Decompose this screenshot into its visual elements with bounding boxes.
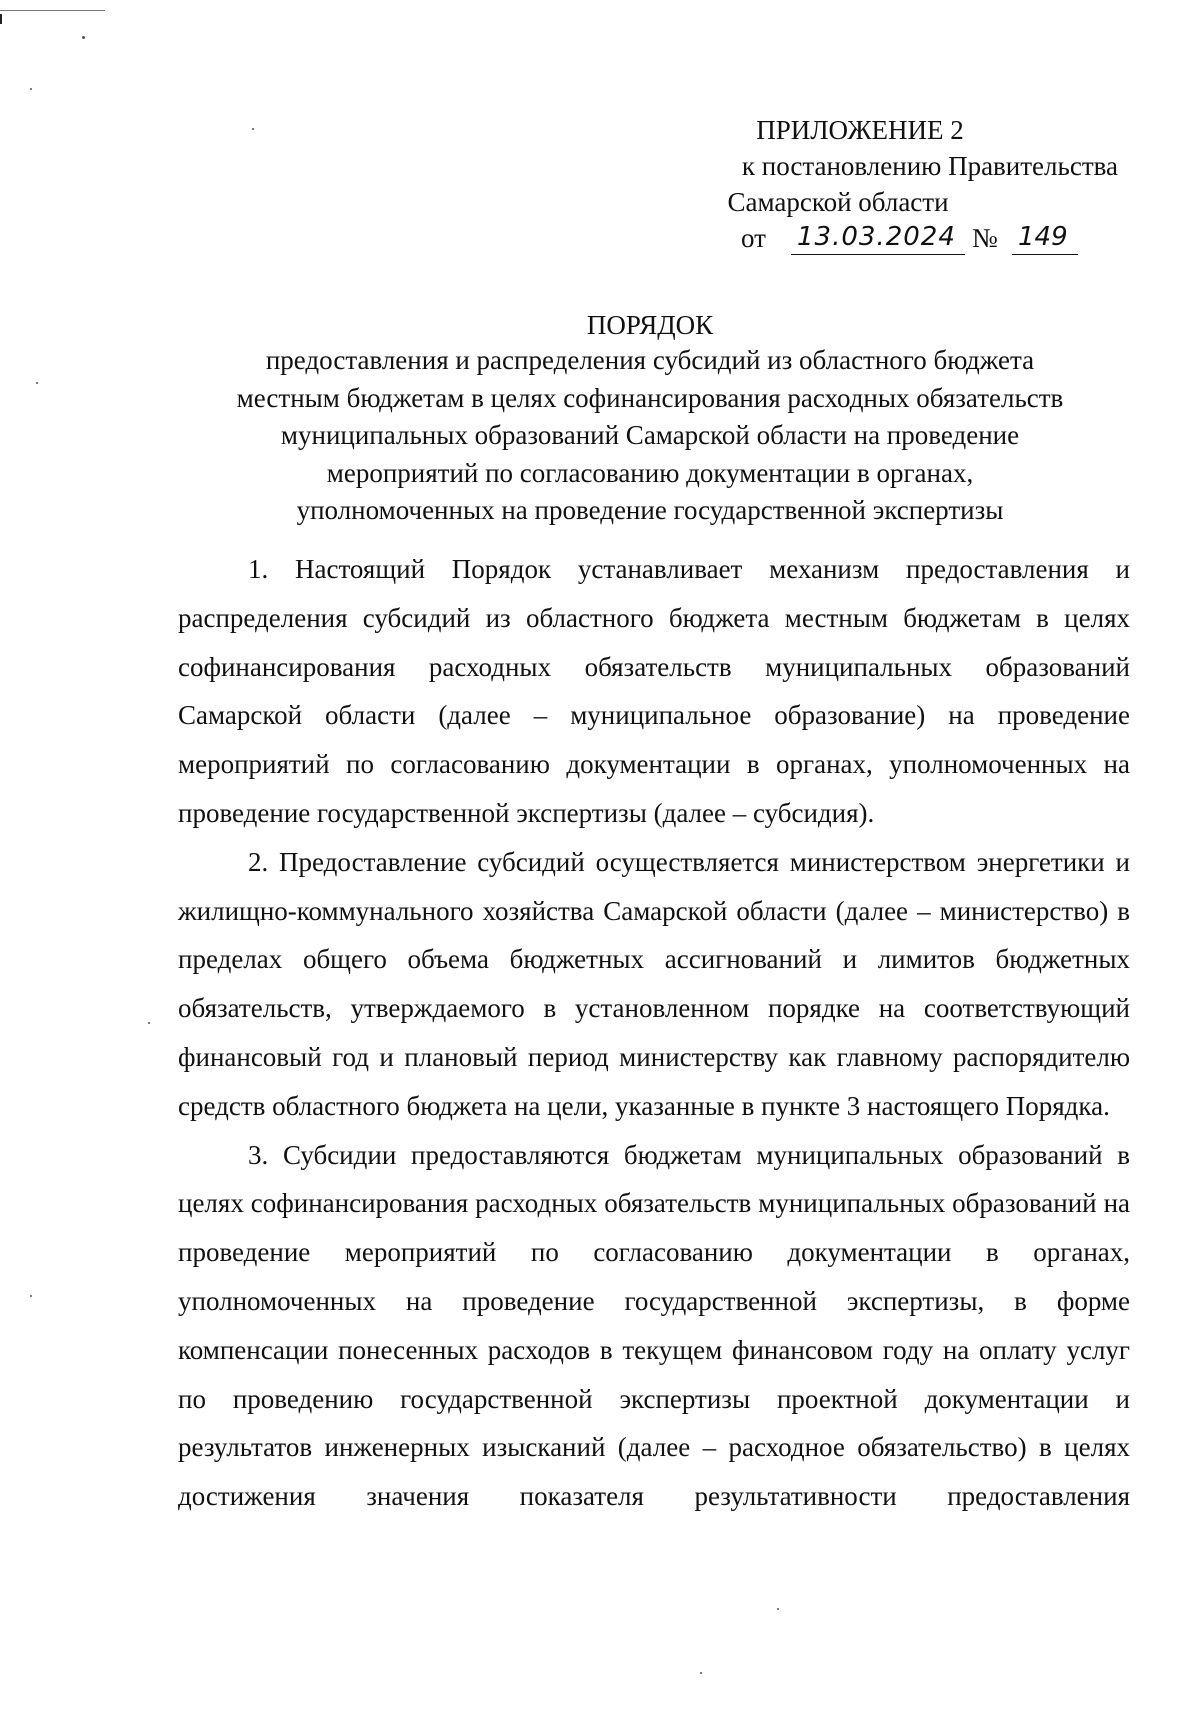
decree-date-handwritten: 13.03.2024 [791,220,965,255]
scan-edge-mark [0,14,2,24]
appendix-decree-line: к постановлению Правительства [741,151,1118,181]
subtitle-line: местным бюджетам в целях софинансирования расходных обязательств [236,382,1064,413]
paragraph-1: 1. Настоящий Порядок устанавливает механизм предоставления и распределения субсидий из областного бюджета местным бюджетам в целях софинансирования расходных обязательств муниципальных образований Самарской области (далее – муниципальное образование) на проведение мероприятий по согласованию документации в органах, уполномоченных на проведение государственной экспертизы (далее – субсидия). [178,554,1130,828]
number-sign: № [972,223,998,253]
scan-speck [82,36,85,39]
scan-speck [777,1608,779,1610]
document-subtitle [170,342,1130,530]
subtitle-line: муниципальных образований Самарской области на проведение [280,420,1020,450]
subtitle-line: уполномоченных на проведение государственной экспертизы [296,495,1004,525]
appendix-block [558,112,1118,260]
document-title: ПОРЯДОК [586,310,714,340]
appendix-region: Самарской области [727,187,949,217]
subtitle-line: мероприятий по согласованию документации в органах, [326,457,974,488]
scan-speck [252,128,254,130]
subtitle-line: предоставления и распределения субсидий из областного бюджета [265,345,1035,375]
scan-speck [30,1295,32,1297]
paragraph-3: 3. Субсидии предоставляются бюджетам муниципальных образований в целях софинансирования расходных обязательств муниципальных образований на проведение мероприятий по согласованию документации в органах, уполномоченных на проведение государственной экспертизы, в форме компенсации понесенных расходов в текущем финансовом году на оплату услуг по проведению государственной экспертизы проектной документации и результатов инженерных изысканий (далее – расходное обязательство) в целях достижения значения показателя результативности предоставления [178,1139,1130,1512]
scan-speck [700,1672,702,1674]
decree-number-handwritten: 149 [1012,220,1078,255]
scan-speck [36,382,38,384]
date-prefix: от [741,223,766,253]
scan-speck [30,88,32,90]
paragraph-2: 2. Предоставление субсидий осуществляется министерством энергетики и жилищно-коммунального хозяйства Самарской области (далее – министерство) в пределах общего объема бюджетных ассигнований и лимитов бюджетных обязательств, утверждаемого в установленном порядке на соответствующий финансовый год и плановый период министерству как главному распорядителю средств областного бюджета на цели, указанные в пункте 3 настоящего Порядка. [178,846,1130,1121]
decree-date-row [558,220,1118,260]
scan-edge-line [0,10,105,11]
appendix-title: ПРИЛОЖЕНИЕ 2 [756,115,964,145]
scan-speck [148,1022,150,1024]
document-body [178,545,1130,1521]
